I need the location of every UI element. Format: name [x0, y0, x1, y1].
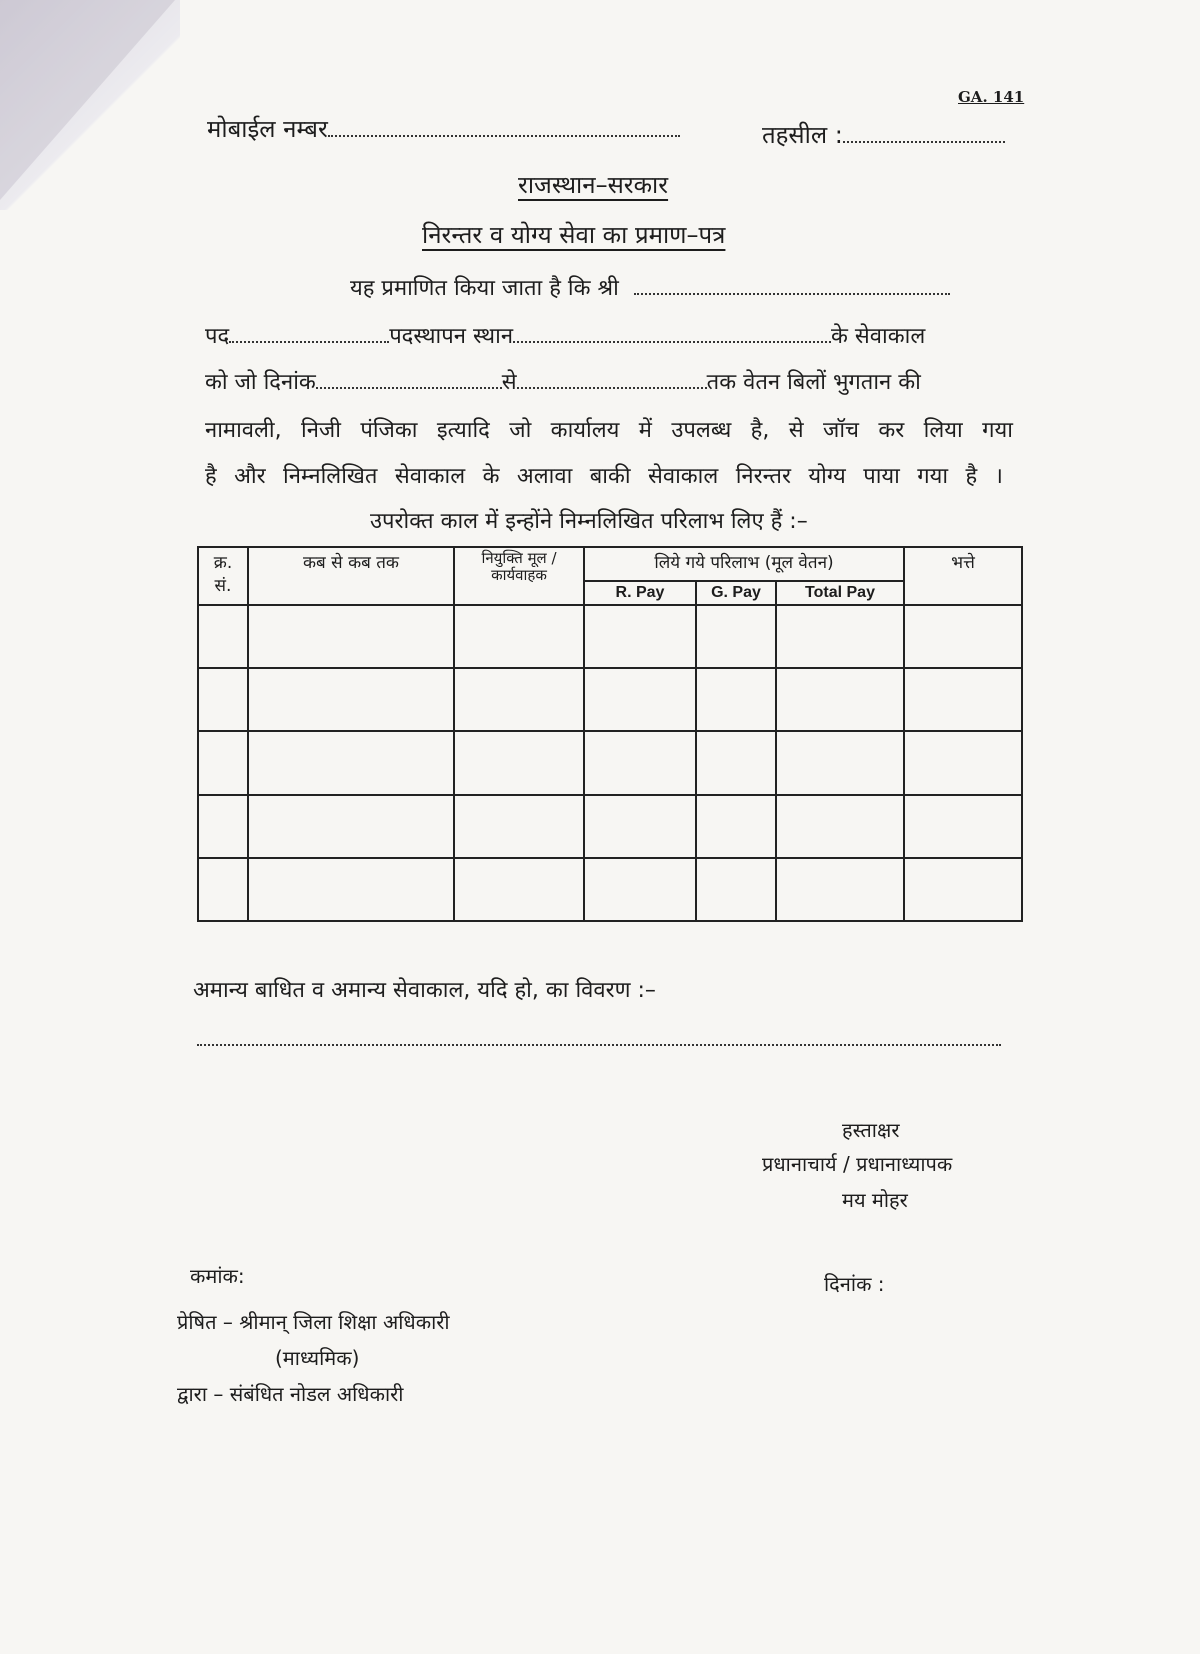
mobile-label: मोबाईल नम्बर: [207, 115, 328, 143]
date-to-label: से: [501, 370, 517, 395]
invalid-service-label: अमान्य बाधित व अमान्य सेवाकाल, यदि हो, का विवरण :–: [193, 978, 656, 1003]
col-g-pay: G. Pay: [696, 581, 776, 605]
name-input-line[interactable]: [634, 275, 950, 295]
signature-label: हस्ताक्षर: [842, 1118, 900, 1142]
invalid-service-input-line[interactable]: [197, 1044, 1001, 1046]
col-appointment-type: नियुक्ति मूल / कार्यवाहक: [454, 547, 584, 605]
table-cell[interactable]: [248, 858, 454, 921]
table-cell[interactable]: [696, 795, 776, 858]
sent-to-subline: (माध्यमिक): [275, 1346, 360, 1370]
folded-corner-shadow: [0, 0, 175, 200]
body-line-2: [205, 320, 925, 350]
col-allowance: भत्ते: [904, 547, 1022, 605]
table-row: [198, 668, 1022, 731]
table-row: [198, 731, 1022, 794]
table-cell[interactable]: [454, 858, 584, 921]
table-cell[interactable]: [904, 668, 1022, 731]
col-serial-number: क्र. सं.: [198, 547, 248, 605]
table-cell[interactable]: [454, 731, 584, 794]
post-input-line[interactable]: [229, 323, 389, 343]
form-code: GA. 141: [958, 88, 1025, 106]
mobile-number-row: [207, 112, 680, 145]
benefits-intro: उपरोक्त काल में इन्होंने निम्नलिखित परिलाभ लिए हैं :–: [370, 509, 808, 534]
body-line-3: [205, 366, 921, 396]
certify-text: यह प्रमाणित किया जाता है कि श्री: [350, 276, 619, 301]
table-cell[interactable]: [776, 605, 904, 668]
col-benefits: लिये गये परिलाभ (मूल वेतन): [584, 547, 904, 581]
table-cell[interactable]: [904, 795, 1022, 858]
table-cell[interactable]: [584, 858, 696, 921]
table-cell[interactable]: [776, 795, 904, 858]
tehsil-row: [762, 118, 1005, 151]
reference-number-label: कमांक:: [190, 1264, 245, 1288]
table-cell[interactable]: [776, 858, 904, 921]
tehsil-input-line[interactable]: [843, 123, 1005, 143]
table-cell[interactable]: [454, 668, 584, 731]
date-label: दिनांक :: [824, 1272, 885, 1296]
date-from-input-line[interactable]: [316, 369, 502, 389]
table-cell[interactable]: [248, 668, 454, 731]
table-row: [198, 605, 1022, 668]
certificate-title: निरन्तर व योग्य सेवा का प्रमाण–पत्र: [422, 221, 726, 249]
table-cell[interactable]: [584, 668, 696, 731]
table-cell[interactable]: [248, 731, 454, 794]
table-cell[interactable]: [904, 605, 1022, 668]
tehsil-label: तहसील :: [762, 121, 843, 149]
table-cell[interactable]: [248, 795, 454, 858]
table-row: [198, 795, 1022, 858]
table-cell[interactable]: [904, 858, 1022, 921]
table-cell[interactable]: [696, 605, 776, 668]
table-cell[interactable]: [248, 605, 454, 668]
table-cell[interactable]: [454, 605, 584, 668]
body-line-5: है और निम्नलिखित सेवाकाल के अलावा बाकी सेवाकाल निरन्तर योग्य पाया गया है ।: [205, 464, 1003, 489]
table-cell[interactable]: [584, 731, 696, 794]
table-cell[interactable]: [198, 731, 248, 794]
posting-input-line[interactable]: [513, 323, 831, 343]
salary-bills-text: तक वेतन बिलों भुगतान की: [706, 370, 921, 395]
col-total-pay: Total Pay: [776, 581, 904, 605]
seal-label: मय मोहर: [842, 1188, 908, 1212]
col-period: कब से कब तक: [248, 547, 454, 605]
date-to-input-line[interactable]: [517, 369, 707, 389]
service-label: के सेवाकाल: [831, 324, 926, 349]
principal-designation: प्रधानाचार्य / प्रधानाध्यापक: [762, 1152, 953, 1176]
table-cell[interactable]: [696, 668, 776, 731]
table-cell[interactable]: [198, 795, 248, 858]
table-cell[interactable]: [696, 858, 776, 921]
sent-to-line: प्रेषित – श्रीमान् जिला शिक्षा अधिकारी: [177, 1310, 450, 1334]
table-cell[interactable]: [904, 731, 1022, 794]
table-cell[interactable]: [584, 795, 696, 858]
body-line-1: [350, 272, 950, 302]
table-cell[interactable]: [454, 795, 584, 858]
table-cell[interactable]: [584, 605, 696, 668]
date-from-label: को जो दिनांक: [205, 370, 316, 395]
table-cell[interactable]: [198, 668, 248, 731]
table-row: [198, 858, 1022, 921]
col-r-pay: R. Pay: [584, 581, 696, 605]
table-cell[interactable]: [776, 668, 904, 731]
body-line-4: नामावली, निजी पंजिका इत्यादि जो कार्यालय में उपलब्ध है, से जॉच कर लिया गया: [205, 418, 1013, 443]
table-cell[interactable]: [198, 605, 248, 668]
benefits-table: [197, 546, 1023, 922]
table-cell[interactable]: [198, 858, 248, 921]
table-cell[interactable]: [776, 731, 904, 794]
post-label: पद: [205, 324, 230, 349]
posting-label: पदस्थापन स्थान: [389, 324, 514, 349]
via-line: द्वारा – संबंधित नोडल अधिकारी: [177, 1382, 404, 1406]
government-title: राजस्थान–सरकार: [518, 171, 669, 199]
mobile-input-line[interactable]: [328, 117, 680, 137]
table-cell[interactable]: [696, 731, 776, 794]
